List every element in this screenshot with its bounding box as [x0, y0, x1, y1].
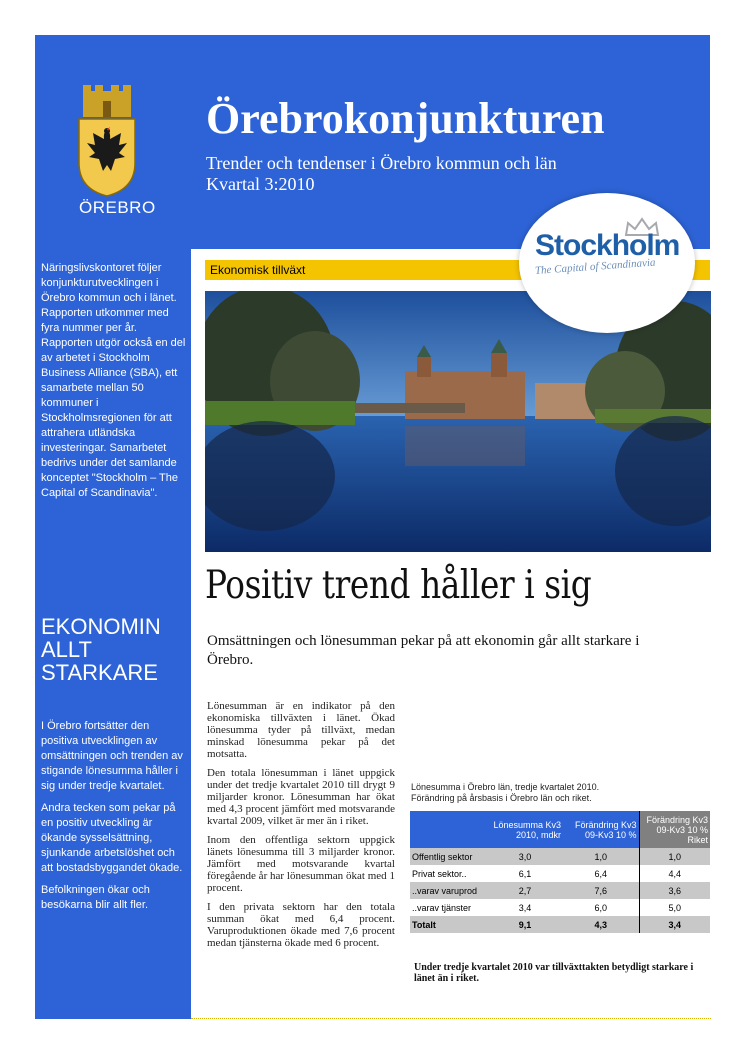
table-cell: 3,0 — [487, 848, 563, 865]
table-caption-line: Lönesumma i Örebro län, tredje kvartalet 2010. — [411, 782, 600, 792]
table-cell: Offentlig sektor — [410, 848, 487, 865]
river-castle-photo — [205, 291, 711, 552]
table-cell: 6,4 — [563, 865, 639, 882]
table-cell: 6,0 — [563, 899, 639, 916]
badge-tagline: The Capital of Scandinavia — [534, 256, 656, 277]
publication-title: Örebrokonjunkturen — [206, 94, 605, 143]
issue-label: Kvartal 3:2010 — [206, 174, 315, 194]
article-paragraph: Den totala lönesumman i länet uppgick under det tredje kvartalet 2010 till drygt 9 miljarder kronor. Lönesumman har ökat med 4,3 procent jämfört med motsvarande kvartal 2009, vilket är mer än i riket. — [207, 767, 395, 827]
table-cell: 4,3 — [563, 916, 639, 933]
city-name: ÖREBRO — [79, 198, 156, 217]
badge-brand: Stockholm — [535, 229, 680, 262]
table-callout: Under tredje kvartalet 2010 var tillväxttakten betydligt starkare i länet än i riket. — [414, 962, 694, 984]
stockholm-badge — [519, 193, 695, 333]
footer-divider — [191, 1018, 711, 1019]
table-row — [410, 848, 710, 865]
table-cell: ..varav tjänster — [410, 899, 487, 916]
table-cell: 3,4 — [639, 916, 710, 933]
sidebar-intro: Näringslivskontoret följer konjunkturutvecklingen i Örebro kommun och i länet. Rapporten utkommer med fyra nummer per år. Rapporten utgör också en del av arbetet i Stockholm Business Alliance (SBA), ett samarbete mellan 50 kommuner i Stockholmsregionen för att attrahera utländska investeringar. Samarbetet bedrivs under det samlande konceptet "Stockholm – The Capital of Scandinavia". — [41, 262, 186, 499]
table-cell: 6,1 — [487, 865, 563, 882]
sidebar-paragraph: Befolkningen ökar och besökarna blir allt fler. — [41, 884, 150, 911]
article-lead: Omsättningen och lönesumman pekar på att ekonomin går allt starkare i Örebro. — [207, 633, 640, 668]
table-cell: 5,0 — [639, 899, 710, 916]
table-row — [410, 899, 710, 916]
orebro-coat-of-arms-icon — [77, 85, 137, 197]
sidebar — [35, 249, 191, 1019]
payroll-table — [410, 811, 710, 933]
table-cell: 1,0 — [639, 848, 710, 865]
table-cell: 9,1 — [487, 916, 563, 933]
article-headline: Positiv trend håller i sig — [205, 563, 592, 608]
table-cell: 3,4 — [487, 899, 563, 916]
sidebar-heading: EKONOMIN ALLT STARKARE — [41, 614, 161, 685]
subtitle-line: Trender och tendenser i Örebro kommun och län — [206, 153, 557, 173]
table-cell: Privat sektor.. — [410, 865, 487, 882]
table-header-cell: Förändring Kv3 09-Kv3 10 % — [563, 811, 639, 848]
cover-photo — [205, 291, 711, 552]
sidebar-body — [41, 719, 189, 920]
table-row — [410, 865, 710, 882]
table-header-cell: Förändring Kv3 09-Kv3 10 % Riket — [639, 811, 710, 848]
sidebar-paragraph: Andra tecken som pekar på en positiv utveckling är ökande sysselsättning, sjunkande arbetslöshet och att bostadsbyggandet ökade. — [41, 802, 183, 874]
table-header-row — [410, 811, 710, 848]
article-paragraph: Lönesumman är en indikator på den ekonomiska tillväxten i länet. Ökad lönesumma tyder på tillväxt, medan minskad lönesumma pekar på det motsatta. — [207, 700, 395, 760]
article-body — [207, 700, 395, 956]
table-total-row — [410, 916, 710, 933]
article-paragraph: I den privata sektorn har den totala summan ökat med 6,4 procent. Varuproduktionen ökade med 7,6 procent medan tjänsterna ökade med 6 procent. — [207, 901, 395, 949]
table-row — [410, 882, 710, 899]
table-cell: ..varav varuprod — [410, 882, 487, 899]
table-header-cell: Lönesumma Kv3 2010, mdkr — [487, 811, 563, 848]
table-cell: 1,0 — [563, 848, 639, 865]
table-cell: 3,6 — [639, 882, 710, 899]
table-caption-line: Förändring på årsbasis i Örebro län och riket. — [411, 793, 592, 803]
article-paragraph: Inom den offentliga sektorn uppgick länets lönesumma till 3 miljarder kronor. Jämfört med motsvarande kvartal föregående år har lönesumman ökat med 1 procent. — [207, 834, 395, 894]
table-cell: Totalt — [410, 916, 487, 933]
table-cell: 2,7 — [487, 882, 563, 899]
table-cell: 7,6 — [563, 882, 639, 899]
table-caption — [411, 782, 711, 804]
sidebar-paragraph: I Örebro fortsätter den positiva utvecklingen av omsättningen och trenden av stigande lönesumma håller i sig under tredje kvartalet. — [41, 720, 183, 792]
section-label: Ekonomisk tillväxt — [210, 263, 306, 277]
table-cell: 4,4 — [639, 865, 710, 882]
table-header-cell — [410, 811, 487, 848]
publication-subtitle — [206, 153, 557, 195]
